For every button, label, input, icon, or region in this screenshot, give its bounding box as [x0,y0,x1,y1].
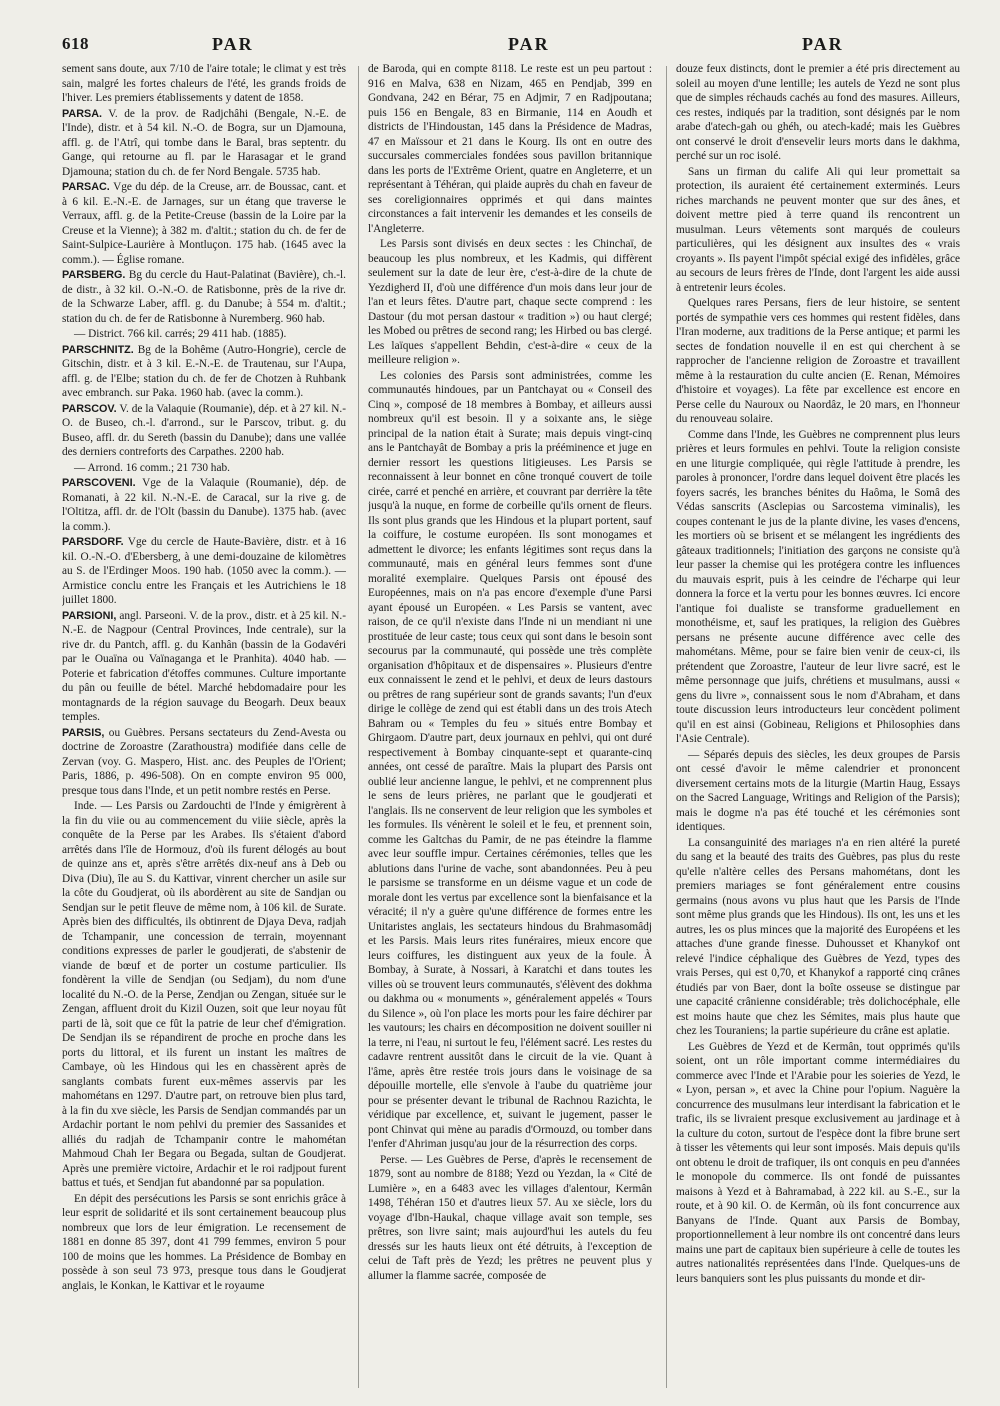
dictionary-entry-parsac [62,180,346,267]
paragraph: de Baroda, qui en compte 8118. Le reste est un peu partout : 916 en Malva, 638 en Nizam, 465 en Pendjab, 399 en Gondvana, 242 en Bérar, 75 en Adjmir, 7 en Radjpoutana; puis 156 en Bengale, 83 en Birmanie, 114 en Aoudh et districts de l'Hindoustan, 145 dans la Présidence de Madras, 47 en Maïssour et 21 dans le Kourg. Ils ont en outre des succursales commerciales fondées sous pavillon britannique dans les ports de l'Extrême Orient, quatre en Angleterre, et un représentant à Téhéran, qui plaide auprès du chah en faveur de ses coreligionnaires opprimés et qui dans maintes circonstances a fait intervenir les demandes et les conseils de l'Angleterre. [368,63,652,235]
column-divider [666,66,667,1388]
entry-text: ou Guèbres. Persans sectateurs du Zend-Avesta ou doctrine de Zoroastre (Zarathoustra) modifiée dans celle de Zervan (voy. G. Maspero, Hist. anc. des Peuples de l'Orient; Paris, 1886, p. 496-508). On en compte environ 95 000, presque tous dans l'Inde, et un petit nombre restés en Perse. [62,726,346,797]
page-header [0,26,1000,62]
entry-text: V. de la Valaquie (Roumanie), dép. et à 27 kil. N.-O. de Buseo, ch.-l. d'arrond., sur le Parscov, tribut. g. du Buseo, affl. dr. du Sereth (bassin du Danube); dans une vallée des derniers contreforts des Carpathes. 2200 hab. [62,402,346,458]
running-head-right: PAR [802,34,844,54]
running-head-left: PAR [212,34,254,54]
entry-text: Vge du cercle de Haute-Bavière, distr. et à 16 kil. O.-N.-O. d'Ebersberg, à une demi-douzaine de kilomètres au S. de l'Erdinger Moos. 190 hab. (1050 avec la comm.). — Armistice conclu entre les Français et les Autrichiens le 18 juillet 1800. [62,536,346,606]
entry-title: PARSCOVENI. [62,477,136,489]
running-head-center: PAR [508,34,550,54]
paragraph: — Séparés depuis des siècles, les deux groupes de Parsis ont cessé d'avoir le même calendrier et prononcent diversement certains mots de la liturgie (Martin Haug, Essays on the Sacred Language, Writings and Religion of the Parsis); mais le dogme n'a pas été touché et les cérémonies sont identiques. [676,748,960,833]
text-column-center [368,62,652,1392]
entry-title: PARSA. [62,107,102,120]
paragraph-perse: Perse. — Les Guèbres de Perse, d'après le recensement de 1879, sont au nombre de 8188; Yezd ou Yezdan, la « Cité de Lumière », en a 6483 avec les villages d'alentour, Kermân 1498, Téhéran 150 et d'autres lieux 57. Au xe siècle, lors du voyage d'Ibn-Haukal, chaque village avait son temple, ses prêtres, son livre saint; mais aujourd'hui les autels du feu dressés sur les hauts lieux ont été détruits, à l'exception de celui de Taft près de Yezd; les prêtres ne peuvent plus y allumer la flamme sacrée, composée de [368,1153,652,1282]
paragraph: Quelques rares Persans, fiers de leur histoire, se sentent portés de sympathie vers ces hommes qui restent fidèles, dans l'Iran moderne, aux traditions de la Perse antique; et parmi les sectes de fondation nouvelle il en est qui cherchent à se rapprocher de l'ancienne religion de Zoroastre et travaillent même à la restauration du culte ancien (E. Renan, Mémoires d'histoire et voyages). La fête par excellence est encore en Perse celle du Nauroux ou Naordâz, le 20 mars, en l'honneur du renouveau solaire. [676,297,960,425]
entry-title: PARSCHNITZ. [62,343,134,356]
entry-text: angl. Parseoni. V. de la prov., distr. et à 25 kil. N.-N.-E. de Nagpour (Central Provinces, Inde centrale), sur la rive dr. du Pantch, affl. g. du Kanhân (bassin de la Godavéri par le Ouaïna ou Vaïnaganga et le Pranhita). 4040 hab. — Poterie et fabrication d'étoffes communes. Culture importante du pân ou feuille de bétel. Marché hebdomadaire pour les montagnards de la région sauvage du Beogarh. Deux beaux temples. [62,609,346,723]
page-number: 618 [62,34,89,53]
paragraph: En dépit des persécutions les Parsis se sont enrichis grâce à leur esprit de solidarité et ils sont certainement beaucoup plus nombreux que lors de leur émigration. Le recensement de 1881 en donne 85 397, dont 41 799 femmes, environ 5 pour 100 de moins que les hommes. La Présidence de Bombay en possède à son seul 73 973, presque tous dans le Goudjerat anglais, le Konkan, le Kattivar et le royaume [62,1192,346,1292]
entry-title: PARSAC. [62,181,110,193]
entry-title: PARSDORF. [62,536,124,548]
dictionary-entry-parscoveni [62,476,346,534]
paragraph: Les colonies des Parsis sont administrées, comme les communautés hindoues, par un Pantchayat ou « Conseil des Cinq », composé de 18 membres à Bombay, et ailleurs aussi nombreux qu'il est besoin. Il y a soixante ans, le siège principal de la nation était à Surate; mais depuis vingt-cinq ans le Pantchayât de Bombay a pris la prééminence et juge en dernier ressort les questions litigieuses. Les Parsis se reconnaissent à leur bonnet en cône tronqué couvert de toile cirée, carré et penché en arrière, et couvrant par derrière la tête jusqu'à la nuque, en forme de corbeille qu'ils ornent de fleurs. Ils sont plus grands que les Hindous et la plupart portent, sauf la coiffure, le costume européen. Ils sont monogames et admettent le divorce; les enfants légitimes sont reçus dans la communauté, mais en général leurs femmes sont d'une moralité exemplaire. Quelques Parsis ont épousé des Européennes, mais on n'a pas encore d'exemple d'une Parsi ayant épousé un Européen. « Les Parsis se vantent, avec raison, de ce qu'il n'existe dans l'Inde ni un mendiant ni une prostituée de leur caste; tous ceux qui sont dans le besoin sont secourus par la communauté, qui possède une très complète organisation d'hôpitaux et de dispensaires ». Plusieurs d'entre eux connaissent le zend et le pehlvi, et deux de leurs dastours ou prêtres de rang supérieur sont de grands savants; l'un d'eux dirige le collège de zend qui est établi dans un des trois Atech Bahram ou « Temples du feu » situés entre Bombay et Ghirgaom. D'autre part, deux journaux en pehlvi, qui ont duré respectivement à Bombay cinquante-sept et quarante-cinq années, ont cessé de paraître. Mais la plupart des Parsis ont oublié leur ancienne langue, le pehlvi, et ne comprennent plus le sens de leurs prières, ne parlant que le goudjerati et l'anglais. Ils ne conservent de leur religion que les symboles et les formules. Ils vénèrent le soleil et le feu, et prennent soin, comme les Galtchas du Pamir, de ne pas éteindre la flamme avec leur souffle impur. Certaines cérémonies, telles que les ablutions dans l'urine de vache, sont abandonnées. Peu à peu le parsisme se transforme en un déisme vague et un code de morale dont les vertus par excellence sont la bienfaisance et la véracité; il n'y a guère qu'une différence de formes entre les Unitaristes anglais, les sectateurs hindous du Brahmasomâdj et les Parsis. Mais leurs rites funéraires, mieux encore que leurs coiffures, les distinguent aux yeux de la foule. À Bombay, à Surate, à Nossari, à Karatchi et dans toutes les villes où se trouvent leurs communautés, s'élèvent des dokhma ou dakhma ou « monuments », généralement appelés « Tours du Silence », où l'on place les morts pour les faire déchirer par les vautours; les chairs en décomposition ne doivent souiller ni la terre, ni l'eau, ni surtout le feu, l'élément sacré. Les restes du cadavre rentrent aussitôt dans le circuit de la vie. Quant à l'âme, après être restée trois jours dans le voisinage de sa dépouille mortelle, elle s'envole à l'aube du quatrième jour pour se présenter devant le tribunal de Rachnou Razichta, le véridique par excellence, et, suivant le jugement, passer le pont Chinvat qui mène au paradis d'Ormouzd, ou tomber dans l'enfer d'Ahriman jusqu'au jour de la résurrection des corps. [368,369,652,1150]
dictionary-entry-parsdorf [62,535,346,608]
column-divider [358,66,359,1388]
dictionary-entry-parschnitz [62,343,346,401]
paragraph: Les Parsis sont divisés en deux sectes : les Chinchaï, de beaucoup les plus nombreux, et les Kadmis, qui diffèrent seulement sur la date de leur ère, c'est-à-dire de la chute de Yezdigherd II, d'où une différence d'un mois dans leur jour de l'an et leurs fêtes. D'autre part, chaque secte comprend : les Dastour (du mot persan dastour « tradition ») ou haut clergé; les Mobed ou prêtres de second rang; les Hirbed ou bas clergé. Les laïques s'appellent Behdin, c'est-à-dire « ceux de la meilleure religion ». [368,238,652,366]
dictionary-entry-parsberg [62,268,346,326]
text-column-right [676,62,960,1392]
paragraph: Sans un firman du calife Ali qui leur promettait sa protection, ils auraient été certainement exterminés. Leurs riches marchands ne peuvent monter que sur des ânes, et doivent mettre pied à terre quand ils rencontrent un musulman. Leurs vêtements sont marqués de couleurs particulières, qui les désignent aux insultes des « vrais croyants ». Ils payent l'impôt spécial exigé des infidèles, grâce au secours de leurs frères de l'Inde, dont l'argent les aide aussi à entretenir leurs écoles. [676,165,960,294]
entry-text: Vge de la Valaquie (Roumanie), dép. de Romanati, à 22 kil. N.-N.-E. de Caracal, sur la rive g. de l'Oltitza, affl. dr. de l'Olt (bassin du Danube). 1375 hab. (avec la comm.). [62,477,346,533]
text-column-left [62,62,346,1392]
entry-subsection: — District. 766 kil. carrés; 29 411 hab. (1885). [74,328,287,340]
paragraph: Les Guèbres de Yezd et de Kermân, tout opprimés qu'ils soient, ont un rôle important comme intermédiaires du commerce avec l'Inde et l'Arabie pour les soieries de Yezd, le « Lyon, persan », et avec la Chine pour l'opium. Naguère la concurrence des musulmans leur interdisant la fabrication et le trafic, ils se livraient presque exclusivement au jardinage et à la culture du coton, surtout de l'espèce dont la fibre brune sert à tisser les vêtements qui leur sont imposés. Mais depuis qu'ils ont obtenu le droit de trafiquer, ils ont conquis en peu d'années le monopole du commerce. Ils ont fondé de puissantes maisons à Yezd et à Bahramabad, à 222 kil. au S.-E., sur la route, et à 90 kil. O. de Kermân, où ils font concurrence aux Banyans de l'Inde. Quant aux Parsis de Bombay, proportionnellement à leur nombre ils ont concentré dans leurs mains une part de capitaux bien supérieure à celle de toutes les autres nationalités représentées dans l'Inde. Quelques-uns de leurs banquiers sont les plus puissants du monde et dir- [676,1040,960,1285]
dictionary-entry-parsis [62,726,346,799]
entry-title: PARSIS, [62,726,105,739]
dictionary-entry-parsa [62,107,346,180]
entry-title: PARSIONI, [62,609,117,622]
dictionary-entry-parscov [62,402,346,460]
paragraph: sement sans doute, aux 7/10 de l'aire totale; le climat y est très sain, malgré les fortes chaleurs de l'été, les grands froids de l'hiver. Les premiers établissements y datent de 1858. [62,63,346,104]
entry-title: PARSBERG. [62,269,126,281]
entry-text: V. de la prov. de Radjchâhi (Bengale, N.-E. de l'Inde), distr. et à 54 kil. N.-O. de Bogra, sur un Djamouna, affl. g. de l'Atrî, qui tombe dans le Baral, bras septentr. du Gange, qui retourne au fl. par le Harasagar et le grand Djamouna; station du ch. de fer Nord Bengale. 5735 hab. [62,107,346,178]
paragraph: douze feux distincts, dont le premier a été pris directement au soleil au moyen d'une lentille; les autels de Yezd ne sont plus que de simples réchauds cachés au fond des masures. Ailleurs, ces restes, indiqués par la tradition, sont désignés par le nom arabe d'atech-gah ou ghéh, ou atech-kadé; mais les Guèbres ont conservé le droit d'ensevelir leurs morts dans le dakhma, perché sur un roc isolé. [676,63,960,162]
paragraph: Comme dans l'Inde, les Guèbres ne comprennent plus leurs prières et leurs formules en pehlvi. Toute la religion consiste en une liturgie compliquée, qui règle l'attitude à prendre, les paroles à prononcer, l'ordre dans lequel doivent être placés les foyers sacrés, les branches bénites du Haôma, le Somâ des Védas sanscrits (Asclepias ou Sarcostema viminalis), les coupes contenant le jus de la plante divine, les vases d'encens, les mortiers où se brisent et se mélangent les ingrédients des gâteaux traditionnels; l'initiation des garçons ne consiste qu'à leur passer la chemise qui les protégera contre les influences du mauvais esprit, puis à les ceindre de l'écharpe qui leur donnera la force et la vertu pour les bonnes œuvres. Ici encore l'antique foi dualiste se transforme graduellement en monothéisme, et, sauf les pratiques, la religion des Guèbres persans ne présente aucune différence avec celle des mahométans. Même, pour se faire bien venir de ceux-ci, ils prétendent que Zoroastre, l'auteur de leur livre sacré, est le même personnage que juifs, chrétiens et musulmans, aussi « gens du livre », connaissent sous le nom d'Abraham, et dans toute discussion leurs introducteurs leur concèdent poliment qu'il en est ainsi (Gobineau, Religions et Philosophies dans l'Asie Centrale). [676,428,960,745]
paragraph: La consanguinité des mariages n'a en rien altéré la pureté du sang et la beauté des traits des Guèbres, pas plus du reste qu'elle n'altère celles des Persans mahométans, dont les premiers mariages se font généralement entre cousins germains (nous avons vu plus haut que les Parsis de l'Inde sont même plus grands que les Hindous). Ils ont, les uns et les autres, les os plus minces que la majorité des Européens et les attaches d'une grande finesse. Duhousset et Khanykof ont relevé l'indice céphalique des Guèbres de Yezd, types des vrais Perses, qui est 0,70, et Khanykof a rapporté cinq crânes étudiés par von Baer, dont la boîte osseuse se distingue par une capacité crânienne considérable; très dolichocéphale, elle est moins haute que chez les Sémites, mais plus haute que chez les Touraniens; la partie supérieure du crâne est aplatie. [676,836,960,1037]
paragraph-inde: Inde. — Les Parsis ou Zardouchti de l'Inde y émigrèrent à la fin du viie ou au commencement du viiie siècle, après la conquête de la Perse par les Arabes. Ils s'étaient d'abord arrêtés dans l'île de Hormouz, d'où ils furent délogés au bout de quinze ans et, après s'être arrêtés dix-neuf ans à Deb ou Diva (Diu), île au S. du Kattivar, vinrent chercher un asile sur la côte du Goudjerat, où ils abordèrent au site de Sandjan ou Sendjan sur le petit fleuve de même nom, à 106 kil. de Surate. Après bien des difficultés, ils obtinrent de Djaya Deva, radjah de Tchampanir, une concession de terrain, moyennant conditions expresses de parler le goudjerati, de s'abstenir de viande de bœuf et de porter un costume particulier. Ils fondèrent la ville de Sendjan (ou Sedjam), du nom d'une localité du N.-O. de la Perse, Zendjan ou Zengan, située sur le Zengan, affluent droit du Kizil Ouzen, soit que leur noyau fût parti de là, soit que ce fût la patrie de leur chef d'émigration. De Sendjan ils se répandirent de proche en proche dans les ports du littoral, et ils furent un instant les maîtres de Cambaye, où les Hindous qui les en chassèrent après de sanglants combats furent eux-mêmes asservis par les mahométans en 1297. D'autre part, on retrouve bien plus tard, à la fin du xve siècle, les Parsis de Sendjan commandés par un Ardachir portant le nom pehlvi du premier des Sassanides et alliés du radjah de Tchampanir contre le mahométan Mahmoud Chah Ier Begara ou Begada, sultan de Goudjerat. Après une première victoire, Ardachir et le roi radjpout furent battus et tués, et Sendjan fut abandonné par sa population. [62,800,346,1189]
entry-text: Bg du cercle du Haut-Palatinat (Bavière), ch.-l. de distr., à 32 kil. O.-N.-O. de Ratisbonne, près de la rive dr. de la Schwarze Laber, affl. g. du Danube; à 554 m. d'altit.; station du ch. de fer de Ratisbonne à Nuremberg. 960 hab. [62,269,346,325]
entry-subsection: — Arrond. 16 comm.; 21 730 hab. [74,461,230,474]
entry-title: PARSCOV. [62,402,117,415]
entry-text: Vge du dép. de la Creuse, arr. de Boussac, cant. et à 6 kil. E.-N.-E. de Jarnages, sur un étang que traverse le Verraux, affl. g. de la Petite-Creuse (bassin de la Loire par la Creuse et la Vienne); à 382 m. d'altit.; station du ch. de fer de Saint-Sulpice-Laurière à Montluçon. 175 hab. (1645 avec la comm.). — Église romane. [62,181,346,266]
dictionary-entry-parsioni [62,609,346,725]
entry-text: Bg de la Bohême (Autro-Hongrie), cercle de Gitschin, distr. et à 3 kil. E.-N.-E. de Trautenau, sur l'Aupa, affl. g. de l'Elbe; station du ch. de fer de Chotzen à Ruhbank avec embranch. sur Paka. 1960 hab. (avec la comm.). [62,343,346,399]
